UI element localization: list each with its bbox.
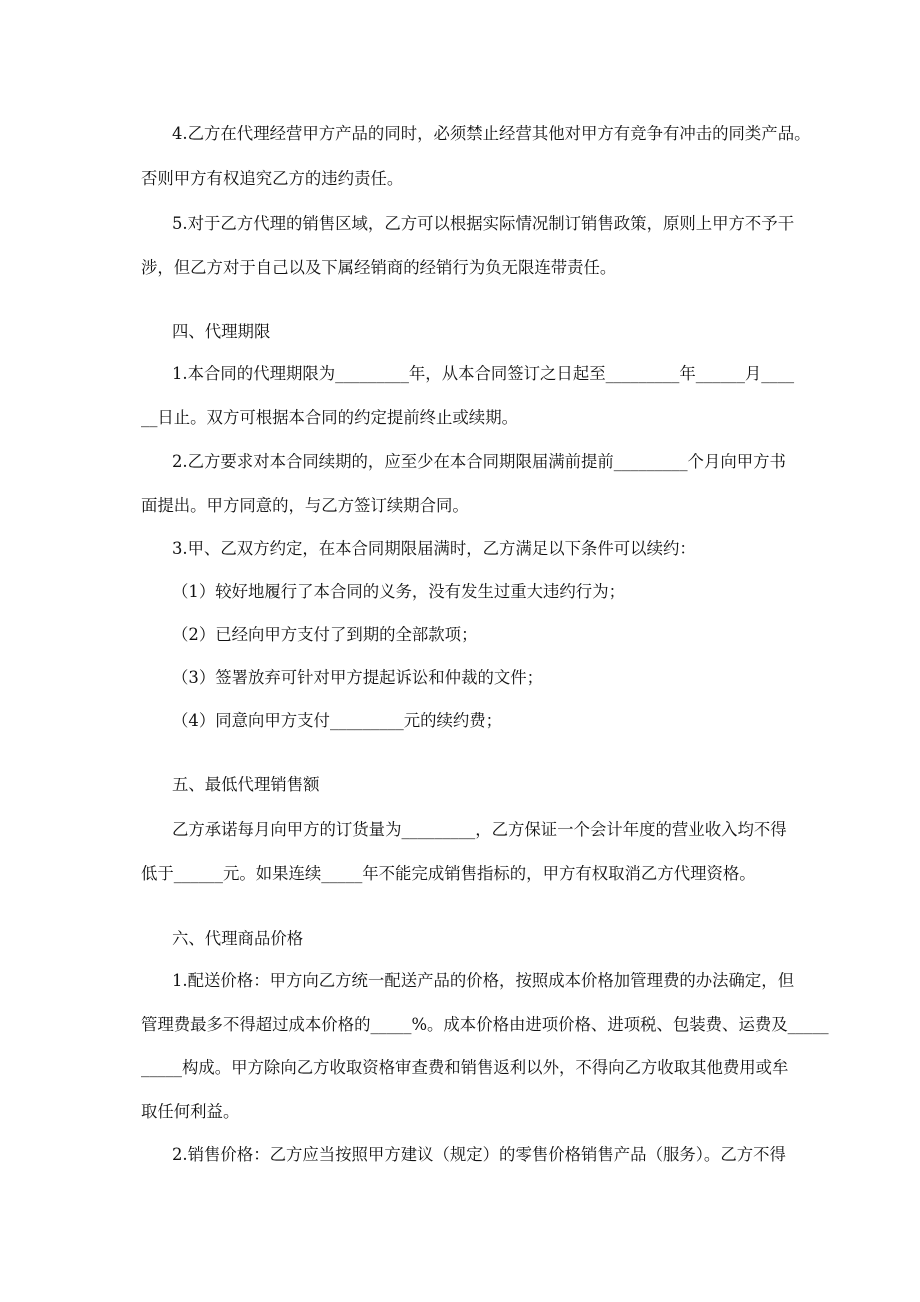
price-clause-1-line-3: _____构成。甲方除向乙方收取资格审查费和销售返利以外，不得向乙方收取其他费用或牟 — [141, 1058, 789, 1077]
renewal-condition-4: （4）同意向甲方支付_________元的续约费； — [172, 711, 503, 730]
term-clause-1-line-1: 1.本合同的代理期限为_________年，从本合同签订之日起至_________年______月____ — [172, 364, 795, 383]
term-clause-3: 3.甲、乙双方约定，在本合同期限届满时，乙方满足以下条件可以续约： — [172, 539, 696, 558]
section-heading-6: 六、代理商品价格 — [172, 929, 304, 948]
price-clause-1-line-4: 取任何利益。 — [141, 1102, 240, 1121]
price-clause-1-line-1: 1.配送价格：甲方向乙方统一配送产品的价格，按照成本价格加管理费的办法确定，但 — [172, 971, 795, 990]
term-clause-2-line-1: 2.乙方要求对本合同续期的，应至少在本合同期限届满前提前_________个月向甲方书 — [172, 452, 786, 471]
term-clause-2-line-2: 面提出。甲方同意的，与乙方签订续期合同。 — [141, 496, 469, 515]
section-heading-5: 五、最低代理销售额 — [172, 775, 320, 794]
price-clause-1-line-2: 管理费最多不得超过成本价格的_____%。成本价格由进项价格、进项税、包装费、运费及_____ — [141, 1015, 829, 1034]
renewal-condition-3: （3）签署放弃可针对甲方提起诉讼和仲裁的文件； — [172, 668, 544, 687]
section-heading-4: 四、代理期限 — [172, 322, 271, 341]
clause-5-line-2: 涉，但乙方对于自己以及下属经销商的经销行为负无限连带责任。 — [141, 258, 617, 277]
clause-4-line-2: 否则甲方有权追究乙方的违约责任。 — [141, 169, 404, 188]
price-clause-2-line-1: 2.销售价格：乙方应当按照甲方建议（规定）的零售价格销售产品（服务）。乙方不得 — [172, 1145, 786, 1164]
renewal-condition-1: （1）较好地履行了本合同的义务，没有发生过重大违约行为； — [172, 582, 625, 601]
min-sales-line-1: 乙方承诺每月向甲方的订货量为_________，乙方保证一个会计年度的营业收入均不得 — [172, 820, 787, 839]
renewal-condition-2: （2）已经向甲方支付了到期的全部款项； — [172, 625, 478, 644]
clause-4-line-1: 4.乙方在代理经营甲方产品的同时，必须禁止经营其他对甲方有竞争有冲击的同类产品。 — [172, 124, 811, 143]
clause-5-line-1: 5.对于乙方代理的销售区域，乙方可以根据实际情况制订销售政策，原则上甲方不予干 — [172, 214, 795, 233]
min-sales-line-2: 低于______元。如果连续_____年不能完成销售指标的，甲方有权取消乙方代理资格。 — [141, 864, 756, 883]
term-clause-1-line-2: __日止。双方可根据本合同的约定提前终止或续期。 — [141, 408, 518, 427]
